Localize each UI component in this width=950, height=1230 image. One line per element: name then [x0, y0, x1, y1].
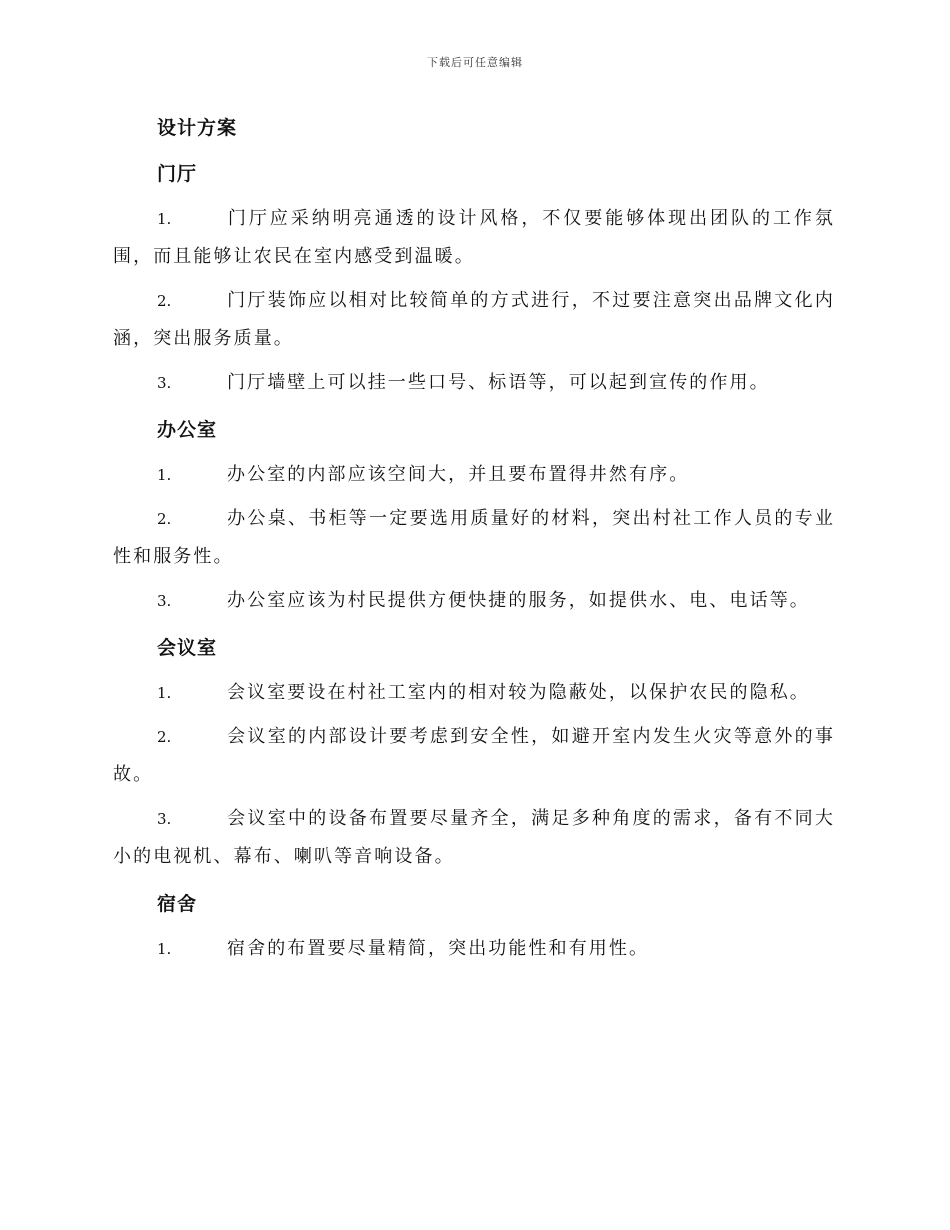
item-number: 1.	[157, 684, 172, 702]
section-heading: 门厅	[157, 163, 198, 185]
list-item	[113, 456, 835, 494]
item-text: 门厅应采纳明亮通透的设计风格，不仅要能够体现出团队的工作氛围，而且能够让农民在室内感受到温暖。	[113, 208, 835, 267]
list-item	[113, 718, 835, 794]
item-text: 会议室中的设备布置要尽量齐全，满足多种角度的需求，备有不同大小的电视机、幕布、喇叭等音响设备。	[113, 808, 835, 867]
list-item	[113, 582, 835, 620]
header-note: 下载后可任意编辑	[427, 56, 523, 69]
item-number: 2.	[157, 728, 172, 746]
section-heading: 办公室	[157, 419, 218, 441]
document-body	[113, 108, 835, 974]
list-item	[113, 364, 835, 402]
section-meeting-room	[113, 626, 835, 876]
item-text: 办公桌、书柜等一定要选用质量好的材料，突出村社工作人员的专业性和服务性。	[113, 508, 835, 567]
list-item	[113, 282, 835, 358]
section-lobby	[113, 152, 835, 402]
item-number: 2.	[157, 510, 172, 528]
item-number: 1.	[157, 940, 172, 958]
section-dormitory	[113, 882, 835, 968]
list-item	[113, 500, 835, 576]
item-text: 宿舍的布置要尽量精简，突出功能性和有用性。	[227, 938, 650, 959]
item-number: 3.	[157, 374, 172, 392]
section-heading: 会议室	[157, 637, 218, 659]
item-text: 会议室的内部设计要考虑到安全性，如避开室内发生火灾等意外的事故。	[113, 726, 835, 785]
item-text: 会议室要设在村社工室内的相对较为隐蔽处，以保护农民的隐私。	[227, 682, 810, 703]
item-text: 门厅墙壁上可以挂一些口号、标语等，可以起到宣传的作用。	[227, 372, 770, 393]
item-text: 门厅装饰应以相对比较简单的方式进行，不过要注意突出品牌文化内涵，突出服务质量。	[113, 290, 835, 349]
section-heading: 宿舍	[157, 893, 198, 915]
item-text: 办公室的内部应该空间大，并且要布置得井然有序。	[227, 464, 690, 485]
item-text: 办公室应该为村民提供方便快捷的服务，如提供水、电、电话等。	[227, 590, 810, 611]
list-item	[113, 800, 835, 876]
list-item	[113, 930, 835, 968]
item-number: 1.	[157, 210, 172, 228]
item-number: 3.	[157, 592, 172, 610]
document-title: 设计方案	[157, 117, 238, 139]
item-number: 1.	[157, 466, 172, 484]
item-number: 2.	[157, 292, 172, 310]
list-item	[113, 674, 835, 712]
item-number: 3.	[157, 810, 172, 828]
section-office	[113, 408, 835, 620]
list-item	[113, 200, 835, 276]
